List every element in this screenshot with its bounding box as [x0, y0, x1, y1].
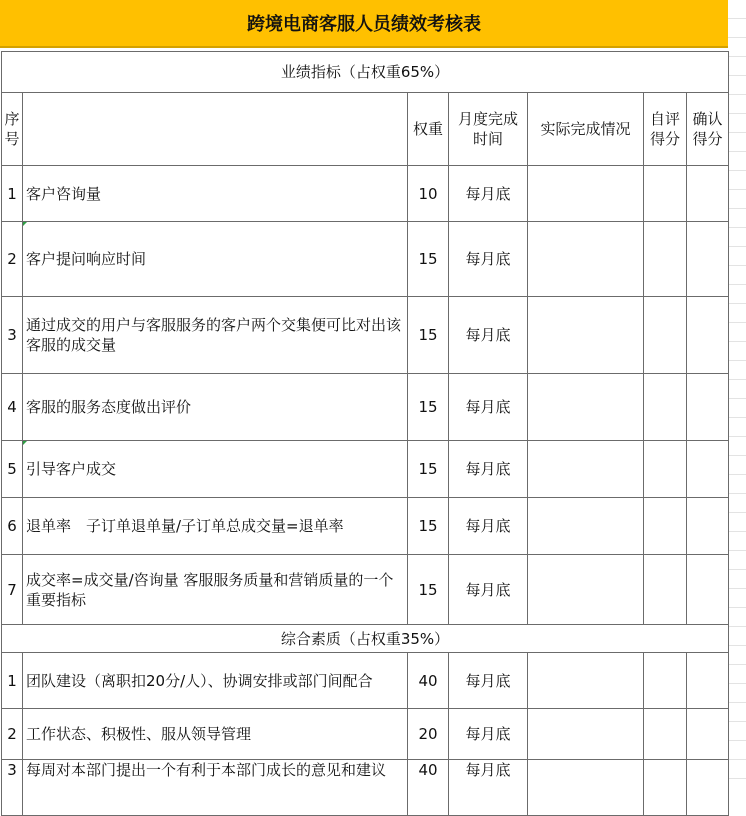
- row-weight[interactable]: 10: [408, 166, 449, 222]
- row-self-score[interactable]: [644, 709, 687, 760]
- row-weight[interactable]: 40: [408, 653, 449, 709]
- row-seq[interactable]: 4: [2, 374, 23, 441]
- sheet-gridlines: [728, 0, 746, 781]
- row-confirm-score[interactable]: [687, 498, 729, 555]
- header-item[interactable]: [23, 93, 408, 166]
- row-deadline[interactable]: 每月底: [449, 498, 528, 555]
- row-confirm-score[interactable]: [687, 166, 729, 222]
- row-actual[interactable]: [528, 709, 644, 760]
- table-row: [2, 709, 729, 760]
- row-item[interactable]: 团队建设（离职扣20分/人）、协调安排或部门间配合: [23, 653, 408, 709]
- row-actual[interactable]: [528, 374, 644, 441]
- row-weight[interactable]: 15: [408, 222, 449, 297]
- row-item[interactable]: 退单率 子订单退单量/子订单总成交量=退单率: [23, 498, 408, 555]
- section-heading[interactable]: 业绩指标（占权重65%）: [2, 52, 729, 93]
- row-seq[interactable]: 2: [2, 222, 23, 297]
- row-seq[interactable]: 3: [2, 297, 23, 374]
- row-confirm-score[interactable]: [687, 374, 729, 441]
- row-confirm-score[interactable]: [687, 653, 729, 709]
- row-self-score[interactable]: [644, 760, 687, 816]
- row-item[interactable]: 通过成交的用户与客服服务的客户两个交集便可比对出该客服的成交量: [23, 297, 408, 374]
- row-weight[interactable]: 15: [408, 374, 449, 441]
- table-row: [2, 498, 729, 555]
- row-confirm-score[interactable]: [687, 297, 729, 374]
- row-deadline[interactable]: 每月底: [449, 166, 528, 222]
- row-self-score[interactable]: [644, 166, 687, 222]
- row-actual[interactable]: [528, 555, 644, 625]
- row-confirm-score[interactable]: [687, 222, 729, 297]
- section-heading[interactable]: 综合素质（占权重35%）: [2, 625, 729, 653]
- sheet-title: 跨境电商客服人员绩效考核表: [0, 0, 728, 48]
- table-row: [2, 653, 729, 709]
- table-row: [2, 760, 729, 816]
- table-row: [2, 297, 729, 374]
- row-self-score[interactable]: [644, 498, 687, 555]
- row-weight[interactable]: 20: [408, 709, 449, 760]
- row-weight[interactable]: 40: [408, 760, 449, 816]
- row-deadline[interactable]: 每月底: [449, 760, 528, 816]
- row-item[interactable]: 客户提问响应时间: [23, 222, 408, 297]
- header-self-score[interactable]: 自评得分: [644, 93, 687, 166]
- row-deadline[interactable]: 每月底: [449, 555, 528, 625]
- section-performance: [2, 52, 729, 93]
- row-self-score[interactable]: [644, 555, 687, 625]
- row-weight[interactable]: 15: [408, 555, 449, 625]
- row-weight[interactable]: 15: [408, 441, 449, 498]
- row-confirm-score[interactable]: [687, 760, 729, 816]
- row-confirm-score[interactable]: [687, 709, 729, 760]
- row-item[interactable]: 工作状态、积极性、服从领导管理: [23, 709, 408, 760]
- row-actual[interactable]: [528, 297, 644, 374]
- header-deadline[interactable]: 月度完成时间: [449, 93, 528, 166]
- row-weight[interactable]: 15: [408, 297, 449, 374]
- row-confirm-score[interactable]: [687, 555, 729, 625]
- table-row: [2, 441, 729, 498]
- row-actual[interactable]: [528, 760, 644, 816]
- row-self-score[interactable]: [644, 441, 687, 498]
- section-quality: [2, 625, 729, 653]
- row-item[interactable]: 客户咨询量: [23, 166, 408, 222]
- header-actual[interactable]: 实际完成情况: [528, 93, 644, 166]
- table-row: [2, 555, 729, 625]
- row-item[interactable]: 客服的服务态度做出评价: [23, 374, 408, 441]
- row-deadline[interactable]: 每月底: [449, 441, 528, 498]
- row-seq[interactable]: 2: [2, 709, 23, 760]
- header-seq[interactable]: 序号: [2, 93, 23, 166]
- header-confirm-score[interactable]: 确认得分: [687, 93, 729, 166]
- row-self-score[interactable]: [644, 653, 687, 709]
- row-deadline[interactable]: 每月底: [449, 709, 528, 760]
- row-item[interactable]: 引导客户成交: [23, 441, 408, 498]
- appraisal-table: [1, 51, 729, 816]
- row-seq[interactable]: 1: [2, 653, 23, 709]
- row-seq[interactable]: 7: [2, 555, 23, 625]
- row-actual[interactable]: [528, 166, 644, 222]
- table-row: [2, 374, 729, 441]
- row-actual[interactable]: [528, 498, 644, 555]
- row-confirm-score[interactable]: [687, 441, 729, 498]
- row-actual[interactable]: [528, 222, 644, 297]
- row-weight[interactable]: 15: [408, 498, 449, 555]
- table-row: [2, 166, 729, 222]
- row-seq[interactable]: 1: [2, 166, 23, 222]
- table-row: [2, 222, 729, 297]
- header-row: [2, 93, 729, 166]
- row-deadline[interactable]: 每月底: [449, 374, 528, 441]
- row-actual[interactable]: [528, 653, 644, 709]
- row-item[interactable]: 每周对本部门提出一个有利于本部门成长的意见和建议: [23, 760, 408, 816]
- row-seq[interactable]: 5: [2, 441, 23, 498]
- row-item[interactable]: 成交率=成交量/咨询量 客服服务质量和营销质量的一个重要指标: [23, 555, 408, 625]
- row-deadline[interactable]: 每月底: [449, 222, 528, 297]
- row-seq[interactable]: 6: [2, 498, 23, 555]
- row-seq[interactable]: 3: [2, 760, 23, 816]
- row-actual[interactable]: [528, 441, 644, 498]
- row-self-score[interactable]: [644, 222, 687, 297]
- row-self-score[interactable]: [644, 297, 687, 374]
- row-deadline[interactable]: 每月底: [449, 297, 528, 374]
- row-deadline[interactable]: 每月底: [449, 653, 528, 709]
- header-weight[interactable]: 权重: [408, 93, 449, 166]
- row-self-score[interactable]: [644, 374, 687, 441]
